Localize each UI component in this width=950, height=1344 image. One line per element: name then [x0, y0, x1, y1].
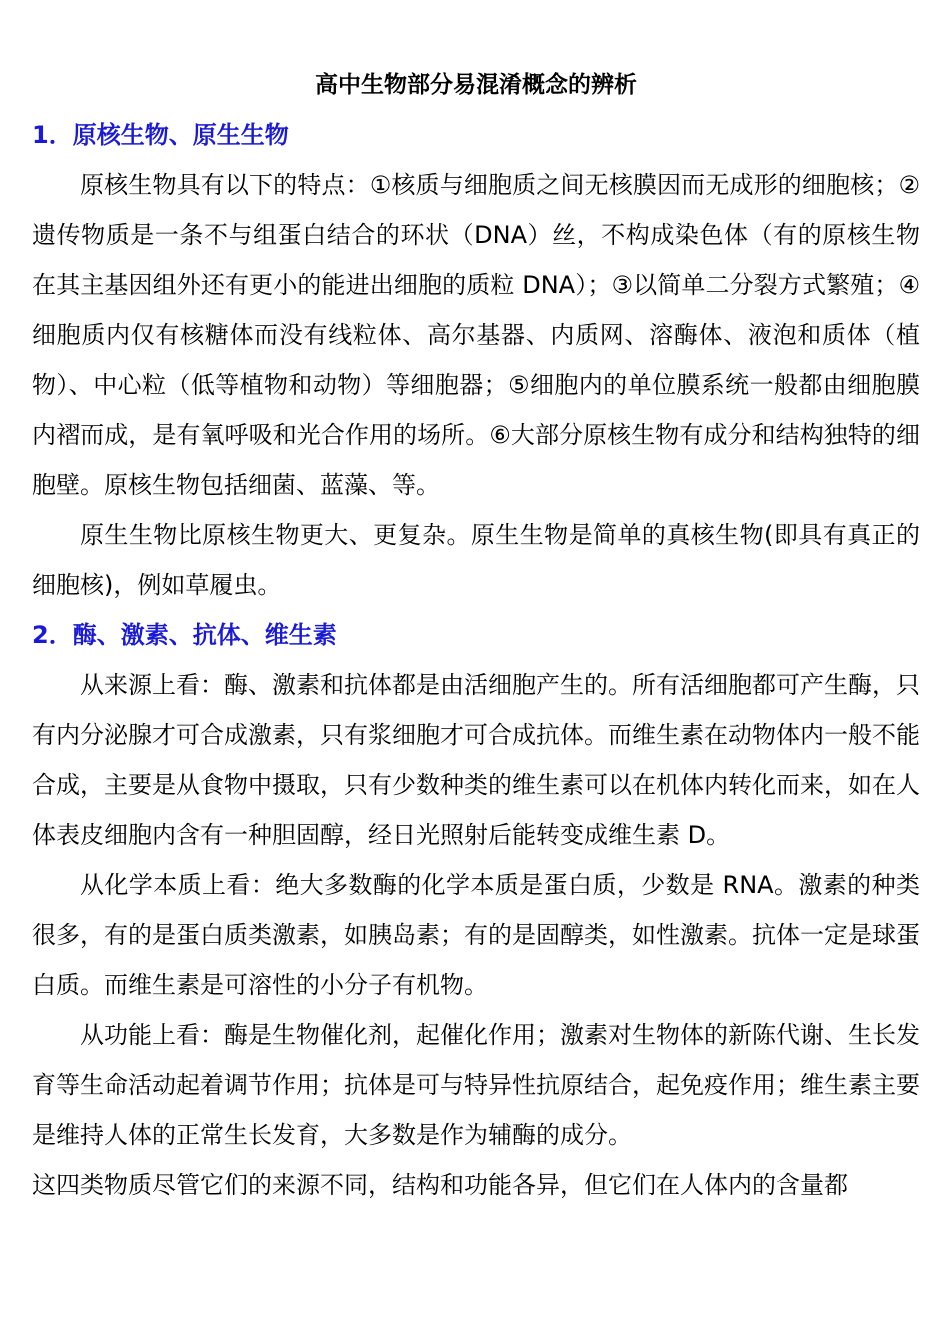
section-2-paragraph-1: 从来源上看：酶、激素和抗体都是由活细胞产生的。所有活细胞都可产生酶，只有内分泌腺才可合成激素，只有浆细胞才可合成抗体。而维生素在动物体内一般不能合成，主要是从食物中摄取，只有少数种类的维生素可以在机体内转化而来，如在人体表皮细胞内含有一种胆固醇，经日光照射后能转变成维生素 D。: [32, 671, 920, 849]
section-heading-2: 2．酶、激素、抗体、维生素: [32, 621, 337, 649]
document-title: 高中生物部分易混淆概念的辨析: [315, 72, 637, 98]
section-2-paragraph-2: 从化学本质上看：绝大多数酶的化学本质是蛋白质，少数是 RNA。激素的种类很多，有的是蛋白质类激素，如胰岛素；有的是固醇类，如性激素。抗体一定是球蛋白质。而维生素是可溶性的小分子有机物。: [32, 871, 920, 999]
section-heading-1: 1．原核生物、原生生物: [32, 121, 289, 149]
section-1-paragraph-1: 原核生物具有以下的特点：①核质与细胞质之间无核膜因而无成形的细胞核；②遗传物质是一条不与组蛋白结合的环状（DNA）丝，不构成染色体（有的原核生物在其主基因组外还有更小的能进出细胞的质粒 DNA）；③以简单二分裂方式繁殖；④细胞质内仅有核糖体而没有线粒体、高尔基器、内质网、溶酶体、液泡和质体（植物）、中心粒（低等植物和动物）等细胞器；⑤细胞内的单位膜系统一般都由细胞膜内褶而成，是有氧呼吸和光合作用的场所。⑥大部分原核生物有成分和结构独特的细胞壁。原核生物包括细菌、蓝藻、等。: [32, 171, 920, 499]
section-2-trailing-line: 这四类物质尽管它们的来源不同，结构和功能各异，但它们在人体内的含量都: [32, 1171, 848, 1199]
section-2-paragraph-3: 从功能上看：酶是生物催化剂，起催化作用；激素对生物体的新陈代谢、生长发育等生命活动起着调节作用；抗体是可与特异性抗原结合，起免疫作用；维生素主要是维持人体的正常生长发育，大多数是作为辅酶的成分。: [32, 1021, 920, 1149]
document-page: [32, 60, 920, 1210]
section-1-paragraph-2: 原生生物比原核生物更大、更复杂。原生生物是简单的真核生物(即具有真正的细胞核)，例如草履虫。: [32, 521, 920, 599]
